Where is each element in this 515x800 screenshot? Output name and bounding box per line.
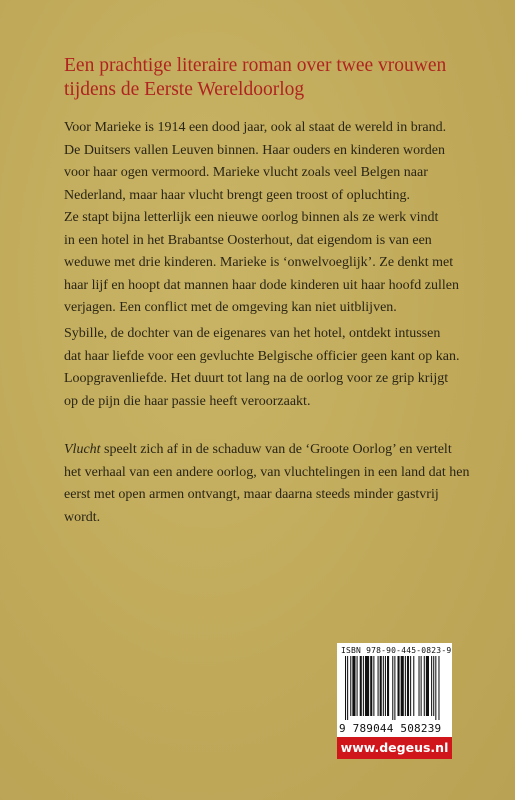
text-line: De Duitsers vallen Leuven binnen. Haar ouders en kinderen worden	[64, 142, 445, 158]
text-line: Sybille, de dochter van de eigenares van het hotel, ontdekt intussen	[64, 326, 441, 341]
text-line: Loopgravenliefde. Het duurt tot lang na de oorlog voor ze grip krijgt	[64, 371, 449, 386]
blurb-paragraph-2	[64, 323, 494, 413]
text-line: dat haar liefde voor een gevluchte Belgische officier geen kant op kan.	[64, 348, 460, 364]
text-line: Nederland, maar haar vlucht brengt geen troost of opluchting.	[64, 187, 410, 203]
barcode-label	[337, 643, 452, 737]
text-line: Ze stapt bijna letterlijk een nieuwe oorlog binnen als ze werk vindt	[64, 210, 439, 225]
headline	[64, 54, 484, 102]
text-line: Voor Marieke is 1914 een dood jaar, ook al staat de wereld in brand.	[64, 120, 447, 135]
headline-line: Een prachtige literaire roman over twee vrouwen	[64, 55, 447, 76]
text-line: in een hotel in het Brabantse Oosterhout, dat eigendom is van een	[64, 232, 432, 248]
barcode-digits: 9 789044 508239	[339, 722, 442, 735]
text-line: eerst met open armen ontvangt, maar daarna steeds minder gastvrij	[64, 487, 439, 502]
text-line: wordt.	[64, 509, 101, 525]
headline-line: tijdens de Eerste Wereldoorlog	[64, 79, 305, 100]
text-line: het verhaal van een andere oorlog, van vluchtelingen in een land dat hen	[64, 464, 470, 480]
text-line: weduwe met drie kinderen. Marieke is ‘onwelvoeglijk’. Ze denkt met	[64, 255, 454, 270]
book-title: Vlucht	[64, 442, 101, 457]
text-line: verjagen. Een conflict met de omgeving kan niet uitblijven.	[64, 300, 397, 315]
blurb-paragraph-1	[64, 117, 494, 320]
text-fragment: speelt zich af in de schaduw van de ‘Groote Oorlog’ en vertelt	[100, 442, 452, 457]
blurb-paragraph-3	[64, 439, 494, 529]
text-line: haar lijf en hoopt dat mannen haar dode kinderen uit haar hoofd zullen	[64, 277, 459, 293]
barcode-icon	[345, 656, 445, 720]
text-line	[64, 439, 494, 462]
text-line: voor haar ogen vermoord. Marieke vlucht zoals veel Belgen naar	[64, 165, 428, 180]
isbn-number: ISBN 978-90-445-0823-9	[341, 646, 452, 655]
publisher-website: www.degeus.nl	[337, 737, 452, 759]
text-line: op de pijn die haar passie heeft veroorzaakt.	[64, 393, 311, 409]
